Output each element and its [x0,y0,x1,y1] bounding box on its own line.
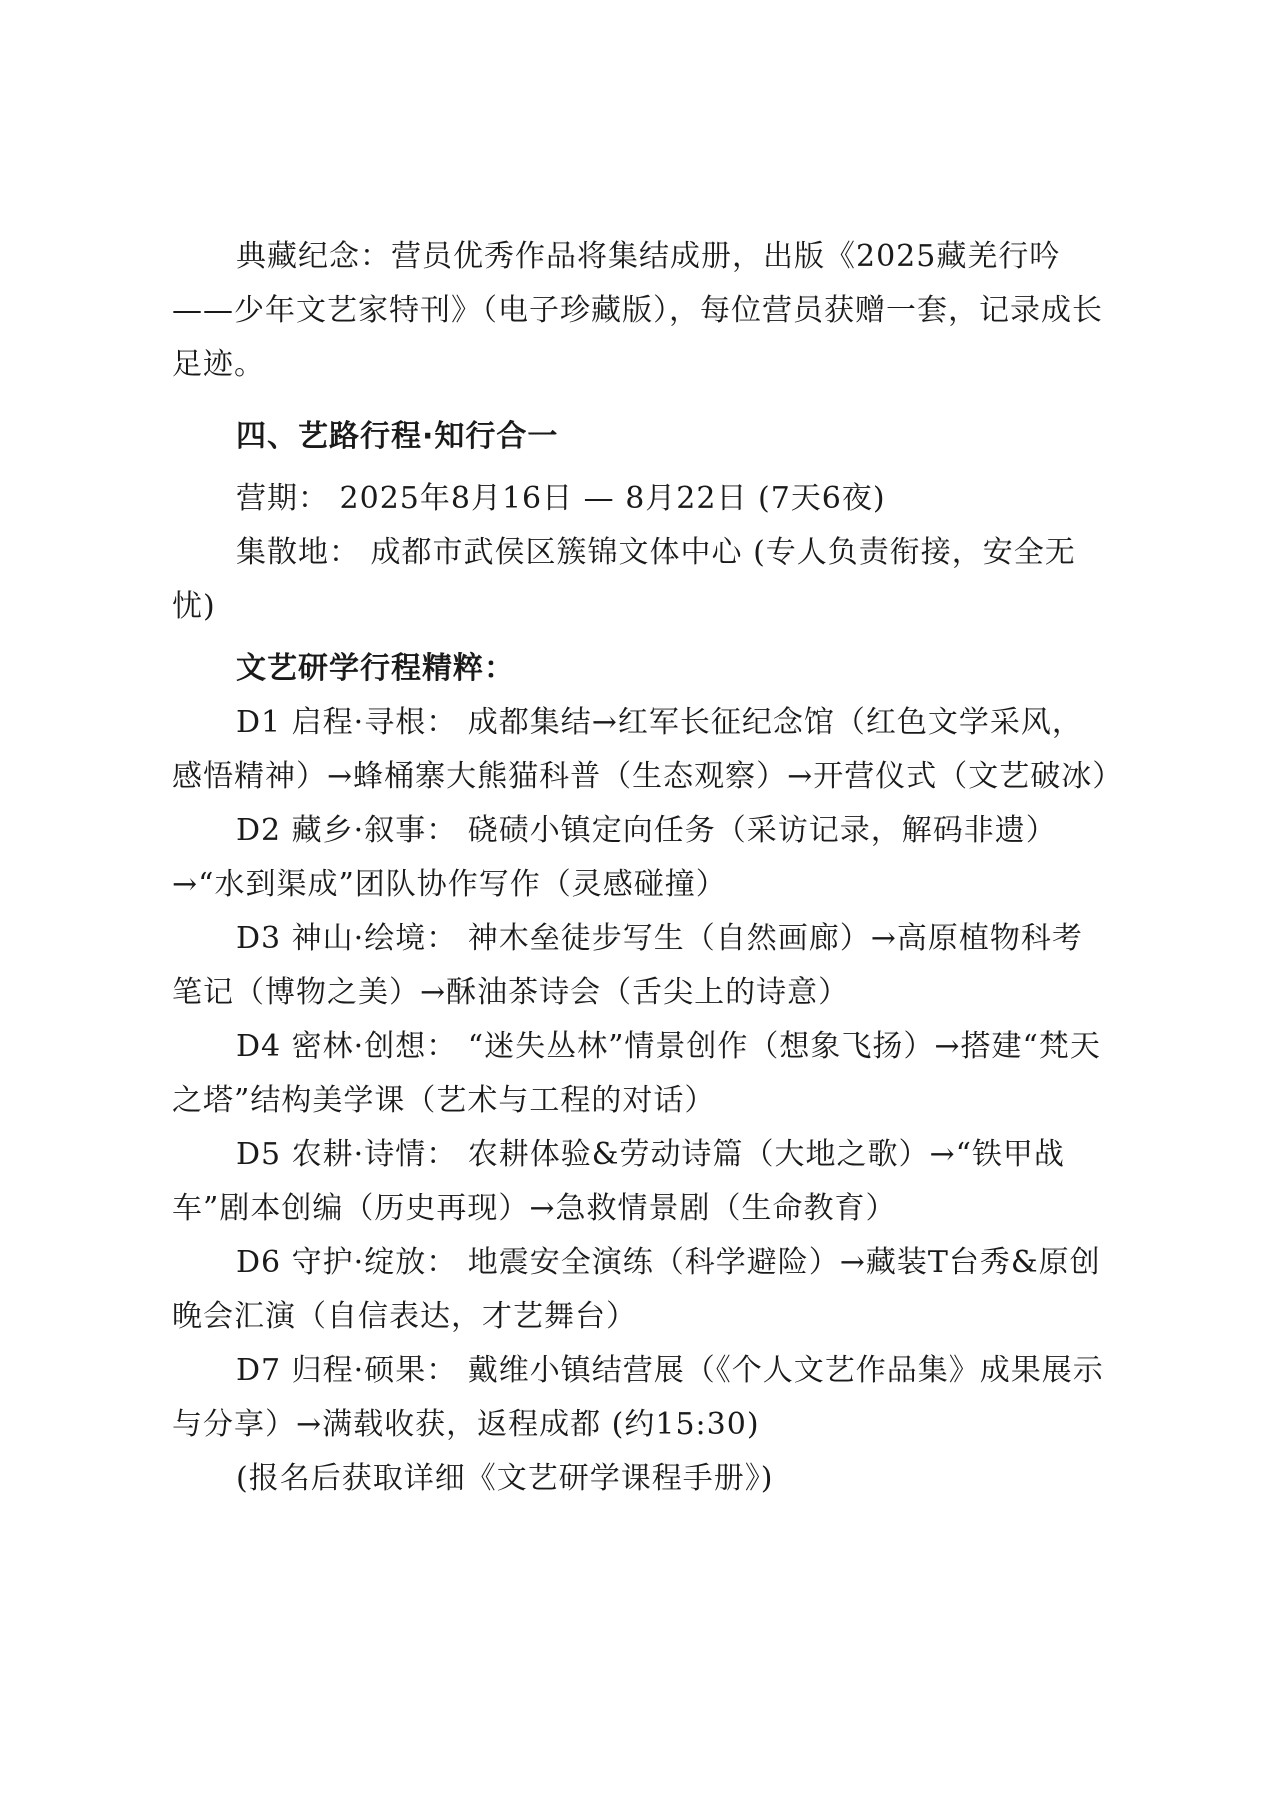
itinerary-day-7: D7 归程·硕果： 戴维小镇结营展（《个人文艺作品集》成果展示与分享）→满载收获，返程成都 (约15:30) [172,1353,1104,1442]
document-page [172,230,1124,1506]
itinerary-day-2: D2 藏乡·叙事： 硗碛小镇定向任务（采访记录，解码非遗）→“水到渠成”团队协作写作（灵感碰撞） [172,813,1057,902]
meeting-point: 集散地： 成都市武侯区簇锦文体中心 (专人负责衔接，安全无忧) [172,535,1076,624]
itinerary-day-1: D1 启程·寻根： 成都集结→红军长征纪念馆（红色文学采风，感悟精神）→蜂桶寨大熊猫科普（生态观察）→开营仪式（文艺破冰） [172,705,1124,794]
itinerary-day-3: D3 神山·绘境： 神木垒徒步写生（自然画廊）→高原植物科考笔记（博物之美）→酥油茶诗会（舌尖上的诗意） [172,921,1083,1010]
itinerary-day-5: D5 农耕·诗情： 农耕体验&劳动诗篇（大地之歌）→“铁甲战车”剧本创编（历史再现）→急救情景剧（生命教育） [172,1137,1065,1226]
souvenir-label: 典藏纪念： [236,239,391,274]
souvenir-paragraph [172,230,1112,392]
souvenir-text: 营员优秀作品将集结成册，出版《2025藏羌行吟——少年文艺家特刊》（电子珍藏版），每位营员获赠一套，记录成长足迹。 [172,239,1103,382]
itinerary-heading: 文艺研学行程精粹： [236,651,515,686]
handbook-note: (报名后获取详细《文艺研学课程手册》) [236,1461,774,1496]
itinerary-day-4: D4 密林·创想： “迷失丛林”情景创作（想象飞扬）→搭建“梵天之塔”结构美学课（艺术与工程的对话） [172,1029,1101,1118]
itinerary-day-6: D6 守护·绽放： 地震安全演练（科学避险）→藏装T台秀&原创晚会汇演（自信表达，才艺舞台） [172,1245,1101,1334]
camp-period: 营期： 2025年8月16日 — 8月22日 (7天6夜) [236,481,886,516]
itinerary-list [172,696,1124,1452]
section-heading: 四、艺路行程·知行合一 [236,419,559,454]
